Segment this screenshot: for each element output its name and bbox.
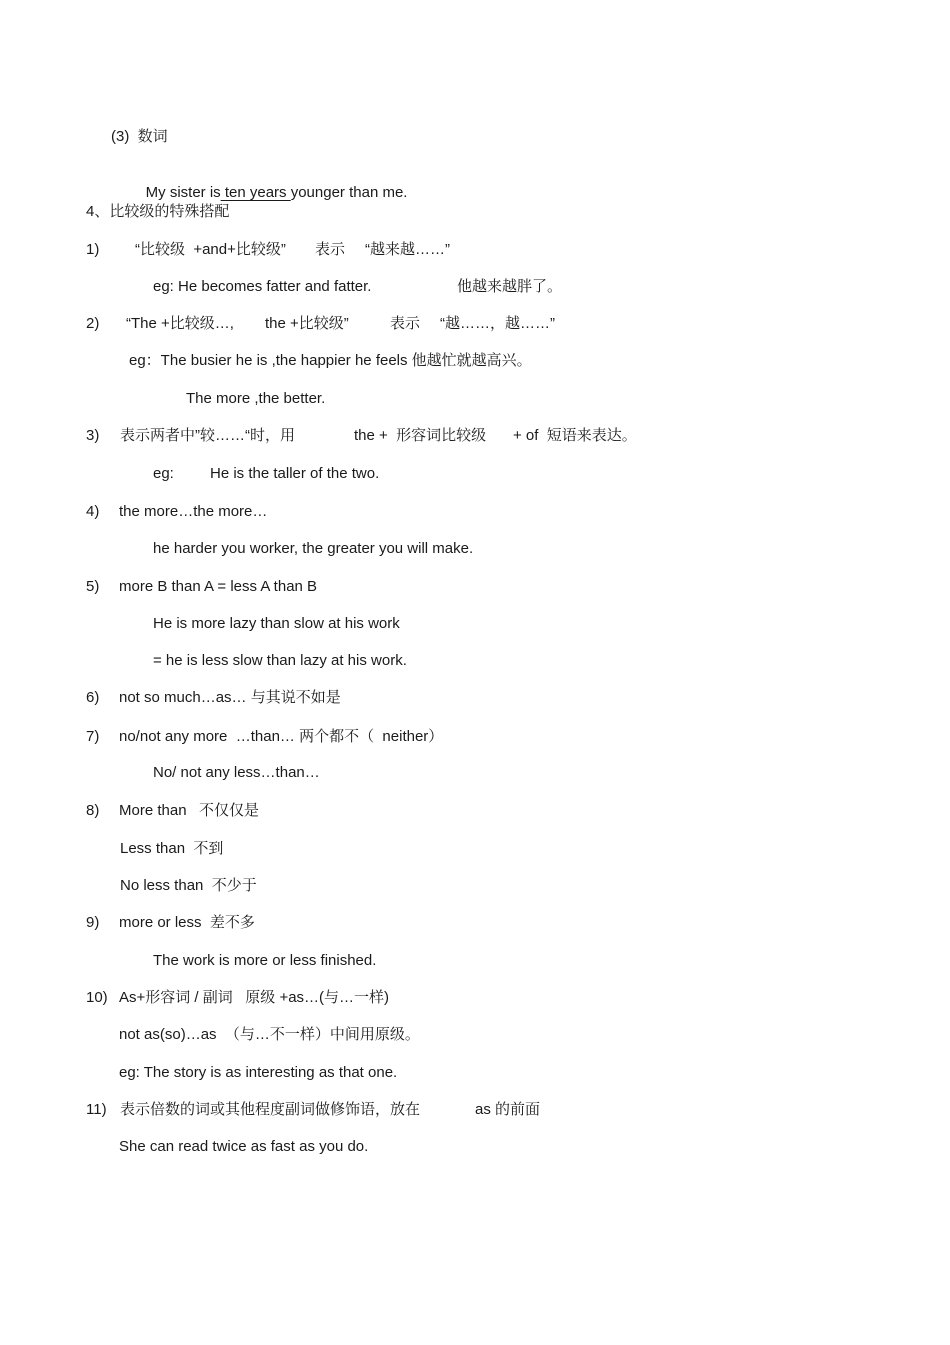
item-number: 3) (86, 427, 100, 444)
item-number: 1) (86, 241, 100, 258)
rule-text: More than 不仅仅是 (119, 802, 260, 819)
rule-text: 表示 (390, 315, 421, 332)
example-line: The more ,the better. (186, 390, 326, 407)
rule-text: the + 形容词比较级 (354, 427, 487, 444)
rule-text: “比较级 +and+比较级” (135, 241, 286, 258)
text: My sister is (145, 184, 221, 201)
rule-text: 表示两者中”较……“时，用 (120, 427, 295, 444)
rule-text: no/not any more …than… 两个都不（ neither） (119, 728, 444, 745)
text: younger than me. (290, 184, 408, 201)
rule-text: the +比较级” (265, 315, 349, 332)
rule-text: not so much…as… 与其说不如是 (119, 689, 341, 706)
example-line: He is the taller of the two. (210, 465, 380, 482)
item-number: 5) (86, 578, 100, 595)
example-line: eg: He becomes fatter and fatter. (153, 278, 372, 295)
example-line: The work is more or less finished. (153, 952, 377, 969)
example-translation: 他越来越胖了。 (457, 278, 563, 295)
item-number: 4) (86, 503, 100, 520)
section-heading-comparative: 4、比较级的特殊搭配 (86, 203, 230, 220)
example-line: She can read twice as fast as you do. (119, 1138, 369, 1155)
example-line: eg：The busier he is ,the happier he feels 他越忙就越高兴。 (129, 352, 532, 369)
item-number: 7) (86, 728, 100, 745)
example-line: He is more lazy than slow at his work (153, 615, 400, 632)
rule-text: As+形容词 / 副词 原级 +as…(与…一样) (119, 989, 390, 1006)
rule-text: more or less 差不多 (119, 914, 255, 931)
rule-text: “The +比较级…, (126, 315, 234, 332)
rule-text: 表示 (315, 241, 346, 258)
rule-text: more B than A = less A than B (119, 578, 318, 595)
rule-text: 表示倍数的词或其他程度副词做修饰语，放在 (120, 1101, 421, 1118)
item-number: 2) (86, 315, 100, 332)
item-number: 6) (86, 689, 100, 706)
rule-text: “越……，越……” (440, 315, 555, 332)
rule-text: No/ not any less…than… (153, 764, 320, 781)
rule-text: as 的前面 (475, 1101, 541, 1118)
rule-text: No less than 不少于 (120, 877, 257, 894)
example-label: eg: (153, 465, 174, 482)
item-number: 11) (86, 1101, 107, 1118)
rule-text: the more…the more… (119, 503, 268, 520)
item-number: 8) (86, 802, 100, 819)
example-line: = he is less slow than lazy at his work. (153, 652, 407, 669)
rule-text: + of 短语来表达。 (513, 427, 637, 444)
example-line: eg: The story is as interesting as that one. (119, 1064, 398, 1081)
section-heading-numerals: (3) 数词 (111, 128, 168, 145)
rule-text: Less than 不到 (120, 840, 224, 857)
underlined-text: ten years (220, 184, 291, 201)
rule-text: not as(so)…as （与…不一样）中间用原级。 (119, 1026, 420, 1043)
example-line: he harder you worker, the greater you will make. (153, 540, 474, 557)
item-number: 10) (86, 989, 108, 1006)
item-number: 9) (86, 914, 100, 931)
rule-text: “越来越……” (365, 241, 450, 258)
